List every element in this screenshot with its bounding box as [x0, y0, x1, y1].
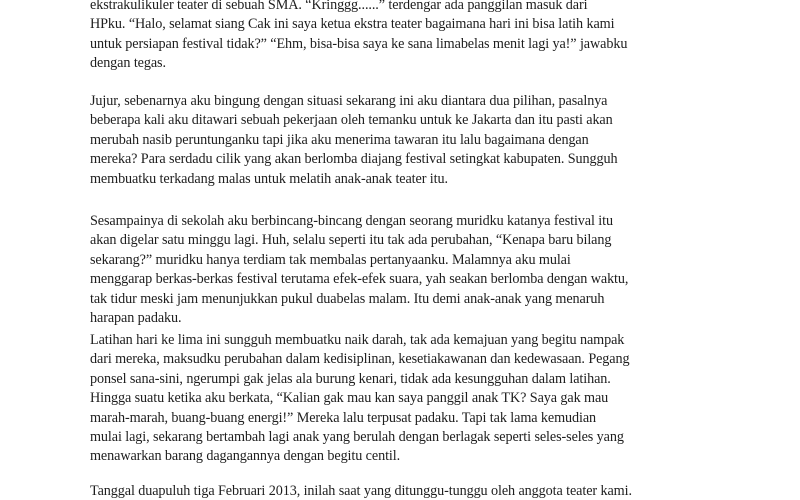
text-line: HPku. “Halo, selamat siang Cak ini saya ketua ekstra teater bagaimana hari ini bisa latih kami [90, 16, 615, 33]
paragraph-1 [90, 0, 730, 74]
text-line: ekstrakulikuler teater di sebuah SMA. “Kringgg......” terdengar ada panggilan masuk dari [90, 0, 588, 13]
text-line: mulai lagi, sekarang bertambah lagi anak yang berulah dengan berlagak seperti seles-seles yang [90, 429, 624, 446]
text-line: sekarang?” muridku hanya terdiam tak membalas pertanyaanku. Malamnya aku mulai [90, 251, 571, 268]
paragraph-5 [90, 482, 730, 500]
text-line: dari mereka, maksudku perubahan dalam kedisiplinan, kesetiakawanan dan kedewasaan. Pegang [90, 351, 630, 368]
text-line: marah-marah, buang-buang energi!” Mereka lalu terpusat padaku. Tapi tak lama kemudian [90, 409, 597, 426]
text-line: membuatku terkadang malas untuk melatih anak-anak teater itu. [90, 170, 448, 187]
text-line: Sesampainya di sekolah aku berbincang-bincang dengan seorang muridku katanya festival itu [90, 213, 613, 229]
text-line: merubah nasib peruntunganku tapi jika aku menerima tawaran itu lalu bagaimana dengan [90, 131, 589, 148]
text-line: dengan tegas. [90, 55, 166, 72]
text-line: menggarap berkas-berkas festival terutama efek-efek suara, yah seakan berlomba dengan waktu, [90, 271, 629, 288]
text-line: Latihan hari ke lima ini sungguh membuatku naik darah, tak ada kemajuan yang begitu nampak [90, 332, 625, 348]
text-line: menawarkan barang dagangannya dengan begitu centil. [90, 448, 401, 465]
text-line: mereka? Para serdadu cilik yang akan berlomba diajang festival setingkat kabupaten. Sungguh [90, 151, 618, 168]
paragraph-3 [90, 212, 730, 328]
text-line: ponsel sana-sini, ngerumpi gak jelas ala burung kenari, tidak ada kesungguhan dalam latihan. [90, 370, 611, 387]
text-line: tak tidur meski jam menunjukkan pukul duabelas malam. Itu demi anak-anak yang menaruh [90, 290, 605, 307]
text-line: Hingga suatu ketika aku berkata, “Kalian gak mau kan saya panggil anak TK? Saya gak mau [90, 390, 609, 407]
paragraph-2 [90, 92, 730, 189]
text-line: Jujur, sebenarnya aku bingung dengan situasi sekarang ini aku diantara dua pilihan, pasalnya [90, 93, 608, 109]
text-line: akan digelar satu minggu lagi. Huh, selalu seperti itu tak ada perubahan, “Kenapa baru bilang [90, 232, 612, 249]
text-line: harapan padaku. [90, 310, 182, 327]
text-line: Tanggal duapuluh tiga Februari 2013, inilah saat yang ditunggu-tunggu oleh anggota teater kami. [90, 483, 632, 499]
text-line: untuk persiapan festival tidak?” “Ehm, bisa-bisa saya ke sana limabelas menit lagi ya!” jawabku [90, 35, 628, 52]
text-line: beberapa kali aku ditawari sebuah pekerjaan oleh temanku untuk ke Jakarta dan itu pasti akan [90, 112, 613, 129]
paragraph-4 [90, 331, 730, 467]
